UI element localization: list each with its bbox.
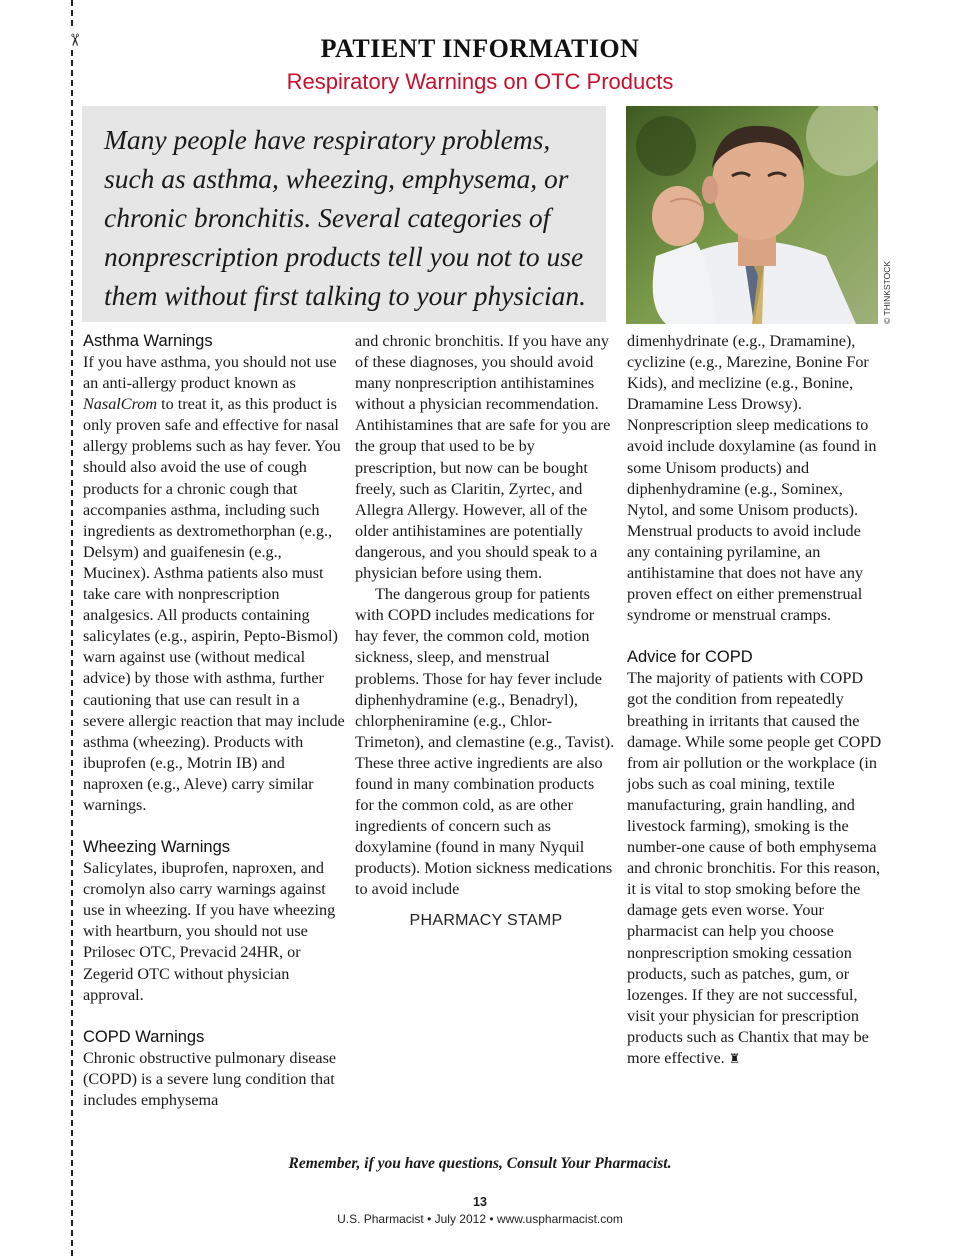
asthma-heading: Asthma Warnings (83, 332, 213, 350)
asthma-text (83, 352, 345, 816)
pharmacy-stamp-label: PHARMACY STAMP (409, 911, 563, 929)
remember-note: Remember, if you have questions, Consult Your Pharmacist. (288, 1155, 672, 1172)
advice-text (627, 668, 885, 1070)
wheezing-heading: Wheezing Warnings (83, 838, 231, 857)
asthma-text-end: to treat it, as this product is only proven safe and effective for nasal allergy problems such as hay fever. You should also avoid the use of cough products for a chronic cough that accompanies asthma, including such ingredients as dextromethorphan (e.g., Delsym) and guaifenesin (e.g., Mucinex). Asthma patients also must take care with nonprescription analgesics. All products containing salicylates (e.g., aspirin, Pepto-Bismol) warn against use (without medical advice) by those with asthma, further cautioning that use can result in a severe allergic reaction that may include asthma (wheezing). Products with ibuprofen (e.g., Motrin IB) and naproxen (e.g., Aleve) carry similar warnings. (83, 395, 345, 814)
photo-illustration (626, 106, 878, 324)
copd-dangerous-group-paragraph: The dangerous group for patients with COPD includes medications for hay fever, the common cold, motion sickness, sleep, and menstrual problems. Those for hay fever include diphenhydramine (e.g., Benadryl), chlorpheniramine (e.g., Chlor-Trimeton), and clemastine (e.g., Tavist). These three active ingredients are also found in many combination products for the common cold, as are other ingredients of concern such as doxylamine (found in many Nyquil products). Motion sickness medications to avoid include (355, 585, 615, 899)
copd-text: Chronic obstructive pulmonary disease (COPD) is a severe lung condition that includes emphysema (83, 1048, 337, 1109)
column-3 (627, 331, 885, 1070)
intro-callout (82, 106, 606, 322)
coughing-man-photo (626, 106, 878, 324)
antihistamine-paragraph: and chronic bronchitis. If you have any of these diagnoses, you should avoid many nonprescription antihistamines without a physician recommendation. Antihistamines that are safe for you are the group that used to be by prescription, but now can be bought freely, such as Claritin, Zyrtec, and Allegra Allergy. However, all of the older antihistamines are potentially dangerous, and you should speak to a physician before using them. (355, 332, 611, 583)
scissors-icon: ✂ (64, 30, 84, 50)
advice-heading: Advice for COPD (627, 648, 753, 667)
nasalcrom-product: NasalCrom (83, 395, 158, 414)
intro-text: Many people have respiratory problems, such as asthma, wheezing, emphysema, or chronic bronchitis. Several categories of nonprescription products tell you not to use them without first talking to your physician. (104, 124, 586, 311)
publication-footer: U.S. Pharmacist • July 2012 • www.uspharmacist.com (337, 1212, 623, 1226)
cut-line (71, 0, 73, 1256)
photo-credit: © THINKSTOCK (882, 260, 892, 324)
column-1 (83, 331, 345, 1111)
copd-heading: COPD Warnings (83, 1027, 205, 1046)
medications-paragraph: dimenhydrinate (e.g., Dramamine), cyclizine (e.g., Marezine, Bonine For Kids), and meclizine (e.g., Bonine, Dramamine Less Drowsy). Nonprescription sleep medications to avoid include doxylamine (as found in some Unisom products) and diphenhydramine (e.g., Sominex, Nytol, and some Unisom products). Menstrual products to avoid include any containing pyrilamine, an antihistamine that does not have any proven effect on either premenstrual syndrome or menstrual cramps. (627, 332, 877, 625)
wheezing-text: Salicylates, ibuprofen, naproxen, and cromolyn also carry warnings against use in wheezing. If you have wheezing with heartburn, you should not use Prilosec OTC, Prevacid 24HR, or Zegerid OTC without physician approval. (83, 859, 336, 1004)
advice-body: The majority of patients with COPD got the condition from repeatedly breathing in irritants that caused the damage. While some people get COPD from air pollution or the workplace (in jobs such as coal mining, textile manufacturing, grain handling, and livestock farming), smoking is the number-one cause of both emphysema and chronic bronchitis. For this reason, it is vital to stop smoking before the damage gets even worse. Your pharmacist can help you choose nonprescription smoking cessation products, such as patches, gum, or lozenges. If they are not successful, visit your physician for prescription products such as Chantix that may be more effective. (627, 669, 882, 1067)
page-number: 13 (473, 1195, 487, 1209)
page-subtitle: Respiratory Warnings on OTC Products (286, 69, 674, 94)
asthma-text-start: If you have asthma, you should not use an anti-allergy product known as (83, 353, 337, 393)
end-mark-icon: ♜ (728, 1052, 741, 1067)
page-title: PATIENT INFORMATION (320, 34, 640, 63)
column-2 (355, 331, 617, 931)
